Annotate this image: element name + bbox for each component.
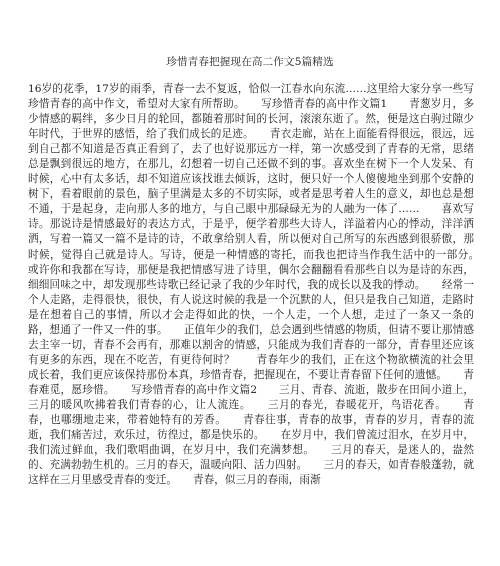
document-body: 16岁的花季，17岁的雨季，青春一去不复返，恰似一江春水向东流……这里给大家分享一些写珍惜青春的高中作文，希望对大家有所帮助。 写珍惜青春的高中作文篇1 青葱岁月，多少情感的羁绊，多少日月的轮回，都随着那时间的长河，滚滚东逝了。然，便是这白驹过隙少年时代，于世界的感悟，给了我们成长的足迹。 青衣走廊，站在上面能看得很远，很远，远到自己都不知道是否真正看到了，去了也好说那远方一样，第一次感受到了青春的无常，思绪总是飘到很远的地方，在那儿，幻想着一切自己还做不到的事。喜欢坐在树下一个人发呆、有时候，心中有太多话，却不知道应该找谁去倾诉，这时，便只好一个人傻傻地坐到那个安静的树下，看着眼前的景色，脑子里满是太多的不切实际，或者是思考着人生的意义，却也总是想不通，于是起身，走向那人多的地方，与自己眼中那碌碌无为的人融为一体了…… 喜欢写诗。那说诗是情感最好的表达方式，于是乎，便学着那些大诗人，洋溢着内心的悸动，洋洋洒洒，写着一篇又一篇不是诗的诗，不敢拿给别人看，所以便对自己所写的东西感到很骄傲，那时候，觉得自己就是诗人。写诗，便是一种情感的寄托，而我也把诗当作我生活中的一部分。 或许你和我都在写诗，那便是我把情感写进了诗里，偶尔会翻翻看看那些自以为是诗的东西，细细回味之中，却发现那些诗歌已经记录了我的少年时代，我的成长以及我的悸动。 经常一个人走路，走得很快，很快，有人说这时候的我是一个沉默的人，但只是我自己知道，走路时是在想着自己的事情，所以才会走得如此的快，一个人走，一个人想，走过了一条又一条的路，想通了一件又一件的事。 正值年少的我们，总会遇到些情感的物质，但请不要让那情感去主宰一切，青春不会再有，那难以割舍的情感，只能成为我们青春的一部分，青春里还应该有更多的东西，现在不吃苦，有更待何时？ 青春年少的我们，正在这个物欲横流的社会里成长着，我们更应该保持那份本真，珍惜青春，把握现在，不要让青春留下任何的遗憾。 青春难觅，愿珍惜。 写珍惜青春的高中作文篇2 三月、青春、流逝，散步在田间小道上，三月的暖风吹拂着我们青春的心，让人流连。 三月的春光，春暖花开，鸟语花香。 青春，也哪绷地走来，带着她特有的芳香。 青春往事，青春的故事，青春的岁月，青春的流逝，我们痛苦过，欢乐过，彷徨过，都是快乐的。 在岁月中，我们曾流过泪水，在岁月中，我们流过鲜血，我们歌唱曲调，在岁月中，我们充满梦想。 三月的春天，是迷人的，盎然的、充满勃勃生机的。三月的春天，温暖向阳、活力四射。 三月的春天，如青春般蓬勃，就这样在三月里感受青春的变迁。 青春，似三月的春雨，雨渐 (28, 83, 496, 487)
document-title: 珍惜青春把握现在高二作文5篇精选 (166, 56, 334, 68)
